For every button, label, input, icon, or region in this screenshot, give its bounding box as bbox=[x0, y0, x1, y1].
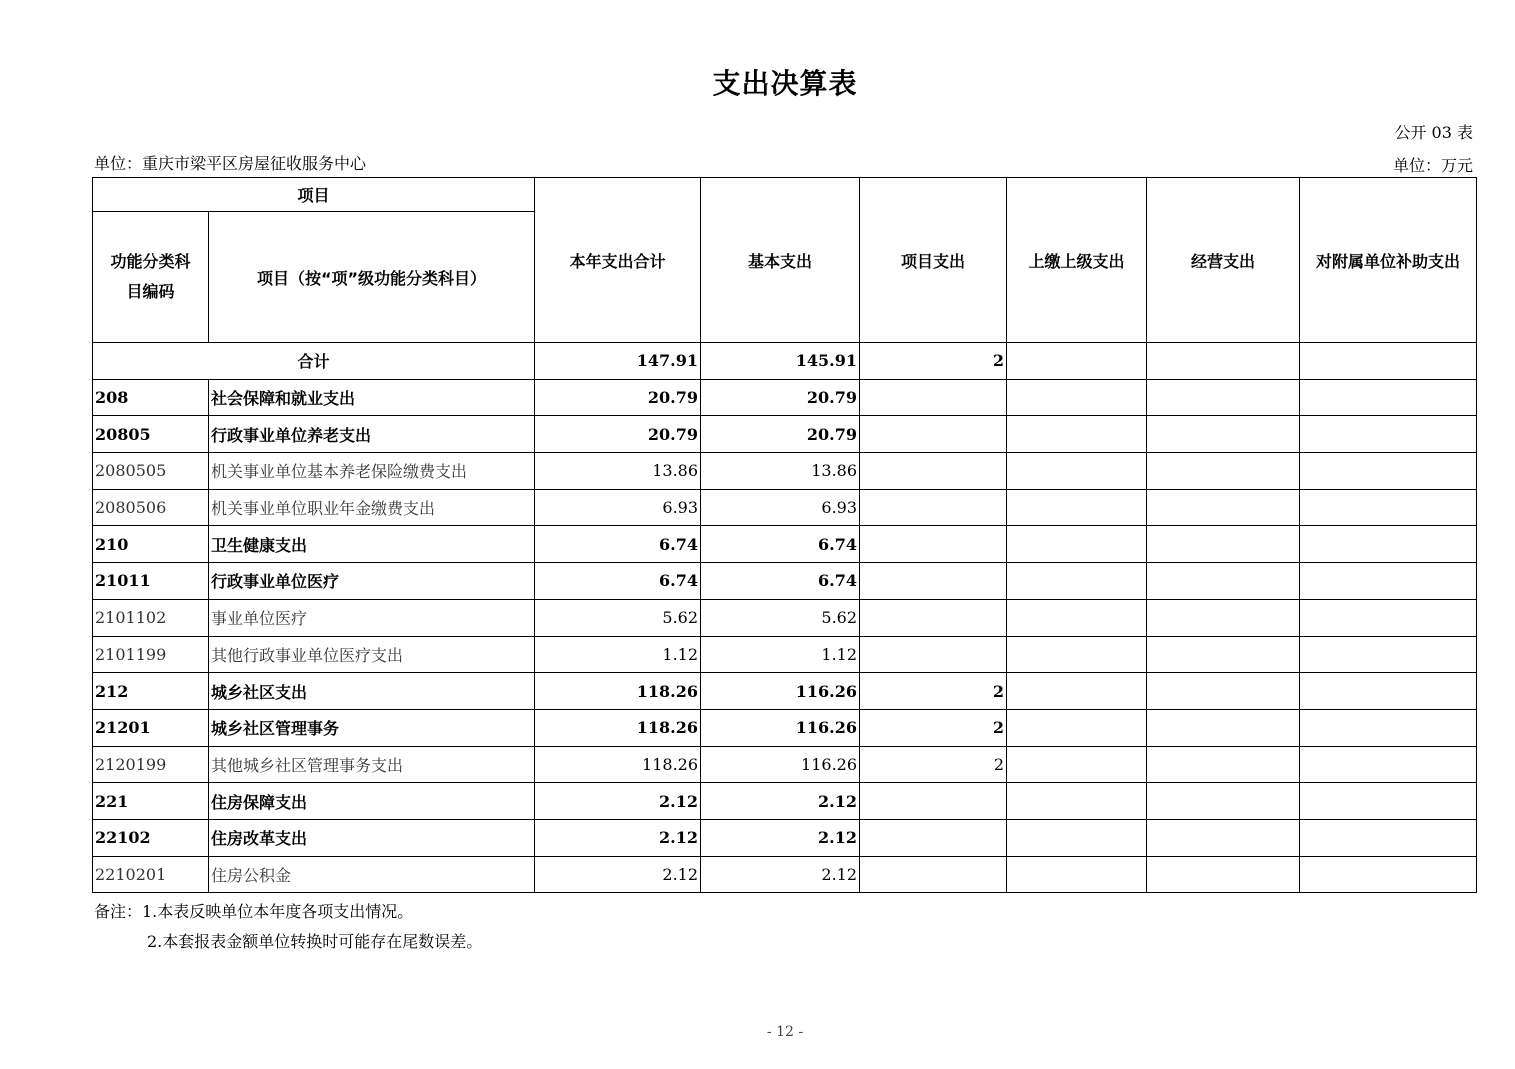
currency-unit: 单位：万元 bbox=[1392, 156, 1473, 175]
row-value bbox=[1007, 489, 1147, 526]
table-row bbox=[93, 709, 1477, 746]
table-row bbox=[93, 819, 1477, 856]
row-value bbox=[1300, 636, 1477, 673]
total-label: 合计 bbox=[93, 343, 535, 380]
row-value bbox=[1300, 709, 1477, 746]
row-value bbox=[860, 489, 1007, 526]
row-value bbox=[1300, 783, 1477, 820]
row-value: 5.62 bbox=[701, 599, 860, 636]
row-code: 21201 bbox=[93, 709, 209, 746]
total-value: 147.91 bbox=[535, 343, 701, 380]
header-item-group: 项目 bbox=[93, 178, 535, 212]
row-value bbox=[1147, 856, 1300, 893]
row-value: 1.12 bbox=[535, 636, 701, 673]
header-project-expenditure: 项目支出 bbox=[860, 178, 1007, 343]
row-value bbox=[1147, 673, 1300, 710]
row-value: 6.74 bbox=[535, 563, 701, 600]
row-value: 118.26 bbox=[535, 673, 701, 710]
table-row bbox=[93, 783, 1477, 820]
row-value bbox=[1300, 856, 1477, 893]
row-value bbox=[1300, 453, 1477, 490]
row-value: 118.26 bbox=[535, 746, 701, 783]
row-value bbox=[1007, 379, 1147, 416]
row-value bbox=[1147, 636, 1300, 673]
row-value bbox=[860, 563, 1007, 600]
row-name: 住房保障支出 bbox=[209, 783, 535, 820]
row-value bbox=[1147, 563, 1300, 600]
row-value bbox=[1007, 563, 1147, 600]
row-code: 20805 bbox=[93, 416, 209, 453]
header-total-expenditure: 本年支出合计 bbox=[535, 178, 701, 343]
row-value: 1.12 bbox=[701, 636, 860, 673]
row-value: 2 bbox=[860, 746, 1007, 783]
row-code: 22102 bbox=[93, 819, 209, 856]
header-code: 功能分类科目编码 bbox=[93, 212, 209, 343]
row-name: 其他城乡社区管理事务支出 bbox=[209, 746, 535, 783]
row-code: 2101199 bbox=[93, 636, 209, 673]
notes bbox=[94, 897, 482, 957]
row-value bbox=[860, 819, 1007, 856]
row-value bbox=[860, 599, 1007, 636]
row-code: 2080505 bbox=[93, 453, 209, 490]
row-value bbox=[1007, 709, 1147, 746]
table-row bbox=[93, 746, 1477, 783]
row-value bbox=[1007, 783, 1147, 820]
row-value bbox=[1007, 416, 1147, 453]
row-code: 2120199 bbox=[93, 746, 209, 783]
row-value bbox=[1007, 599, 1147, 636]
row-name: 卫生健康支出 bbox=[209, 526, 535, 563]
row-code: 210 bbox=[93, 526, 209, 563]
table-row bbox=[93, 453, 1477, 490]
row-value: 6.74 bbox=[701, 563, 860, 600]
table-row bbox=[93, 526, 1477, 563]
row-value: 2.12 bbox=[701, 856, 860, 893]
table-row bbox=[93, 489, 1477, 526]
row-value bbox=[1007, 856, 1147, 893]
row-name: 机关事业单位基本养老保险缴费支出 bbox=[209, 453, 535, 490]
row-value bbox=[1147, 489, 1300, 526]
row-value bbox=[1007, 526, 1147, 563]
row-value bbox=[860, 783, 1007, 820]
row-value bbox=[1300, 489, 1477, 526]
row-value: 116.26 bbox=[701, 673, 860, 710]
note-line: 2.本套报表金额单位转换时可能存在尾数误差。 bbox=[147, 932, 483, 951]
table-row bbox=[93, 636, 1477, 673]
row-name: 行政事业单位医疗 bbox=[209, 563, 535, 600]
total-value bbox=[1147, 343, 1300, 380]
row-value bbox=[1007, 453, 1147, 490]
row-name: 住房公积金 bbox=[209, 856, 535, 893]
page-number: - 12 - bbox=[766, 1024, 804, 1040]
row-value bbox=[1007, 819, 1147, 856]
row-value: 2.12 bbox=[535, 783, 701, 820]
table-row bbox=[93, 379, 1477, 416]
header-basic-expenditure: 基本支出 bbox=[701, 178, 860, 343]
row-value bbox=[1300, 819, 1477, 856]
expenditure-table bbox=[92, 177, 1477, 893]
row-name: 城乡社区管理事务 bbox=[209, 709, 535, 746]
row-value bbox=[1147, 526, 1300, 563]
row-value bbox=[1147, 379, 1300, 416]
row-value bbox=[1300, 673, 1477, 710]
row-value bbox=[1300, 526, 1477, 563]
row-value bbox=[1300, 379, 1477, 416]
row-value bbox=[860, 379, 1007, 416]
row-value bbox=[860, 416, 1007, 453]
row-value bbox=[860, 526, 1007, 563]
table-row bbox=[93, 856, 1477, 893]
row-value: 2 bbox=[860, 709, 1007, 746]
row-value bbox=[860, 856, 1007, 893]
table-row bbox=[93, 673, 1477, 710]
row-code: 2080506 bbox=[93, 489, 209, 526]
form-number: 公开 03 表 bbox=[1394, 123, 1473, 142]
row-value: 2.12 bbox=[701, 819, 860, 856]
row-value bbox=[1300, 599, 1477, 636]
row-name: 机关事业单位职业年金缴费支出 bbox=[209, 489, 535, 526]
row-code: 221 bbox=[93, 783, 209, 820]
row-value: 2.12 bbox=[535, 819, 701, 856]
total-row bbox=[93, 343, 1477, 380]
row-code: 2101102 bbox=[93, 599, 209, 636]
row-value: 6.93 bbox=[701, 489, 860, 526]
row-value: 118.26 bbox=[535, 709, 701, 746]
row-name: 事业单位医疗 bbox=[209, 599, 535, 636]
header-subsidy-affiliates: 对附属单位补助支出 bbox=[1300, 178, 1477, 343]
total-value: 145.91 bbox=[701, 343, 860, 380]
row-value bbox=[1147, 599, 1300, 636]
row-value: 13.86 bbox=[701, 453, 860, 490]
table-row bbox=[93, 599, 1477, 636]
row-name: 城乡社区支出 bbox=[209, 673, 535, 710]
total-value bbox=[1300, 343, 1477, 380]
table-row bbox=[93, 416, 1477, 453]
row-value bbox=[1007, 673, 1147, 710]
row-value: 2.12 bbox=[535, 856, 701, 893]
page-title: 支出决算表 bbox=[712, 67, 858, 100]
row-code: 21011 bbox=[93, 563, 209, 600]
row-value bbox=[1147, 746, 1300, 783]
row-value bbox=[1300, 416, 1477, 453]
table-row bbox=[93, 563, 1477, 600]
row-value bbox=[860, 636, 1007, 673]
row-value: 116.26 bbox=[701, 746, 860, 783]
row-value: 2.12 bbox=[701, 783, 860, 820]
row-value bbox=[1147, 453, 1300, 490]
row-value: 20.79 bbox=[701, 416, 860, 453]
row-name: 社会保障和就业支出 bbox=[209, 379, 535, 416]
row-value bbox=[1300, 563, 1477, 600]
total-value: 2 bbox=[860, 343, 1007, 380]
header-operating-expenditure: 经营支出 bbox=[1147, 178, 1300, 343]
note-line: 备注：1.本表反映单位本年度各项支出情况。 bbox=[94, 902, 414, 921]
row-value: 116.26 bbox=[701, 709, 860, 746]
row-code: 2210201 bbox=[93, 856, 209, 893]
row-value bbox=[1147, 819, 1300, 856]
row-value: 6.74 bbox=[701, 526, 860, 563]
row-value: 6.74 bbox=[535, 526, 701, 563]
reporting-unit: 单位：重庆市梁平区房屋征收服务中心 bbox=[94, 154, 367, 173]
row-code: 208 bbox=[93, 379, 209, 416]
row-code: 212 bbox=[93, 673, 209, 710]
row-value: 6.93 bbox=[535, 489, 701, 526]
row-value bbox=[1300, 746, 1477, 783]
row-value bbox=[1147, 416, 1300, 453]
row-value bbox=[860, 453, 1007, 490]
row-value: 20.79 bbox=[535, 379, 701, 416]
row-value bbox=[1147, 709, 1300, 746]
row-name: 行政事业单位养老支出 bbox=[209, 416, 535, 453]
row-value bbox=[1007, 746, 1147, 783]
row-value bbox=[1007, 636, 1147, 673]
row-name: 其他行政事业单位医疗支出 bbox=[209, 636, 535, 673]
row-name: 住房改革支出 bbox=[209, 819, 535, 856]
header-name: 项目（按“项”级功能分类科目） bbox=[209, 212, 535, 343]
row-value: 5.62 bbox=[535, 599, 701, 636]
row-value bbox=[1147, 783, 1300, 820]
row-value: 20.79 bbox=[535, 416, 701, 453]
header-remit-superior: 上缴上级支出 bbox=[1007, 178, 1147, 343]
row-value: 2 bbox=[860, 673, 1007, 710]
row-value: 20.79 bbox=[701, 379, 860, 416]
total-value bbox=[1007, 343, 1147, 380]
row-value: 13.86 bbox=[535, 453, 701, 490]
